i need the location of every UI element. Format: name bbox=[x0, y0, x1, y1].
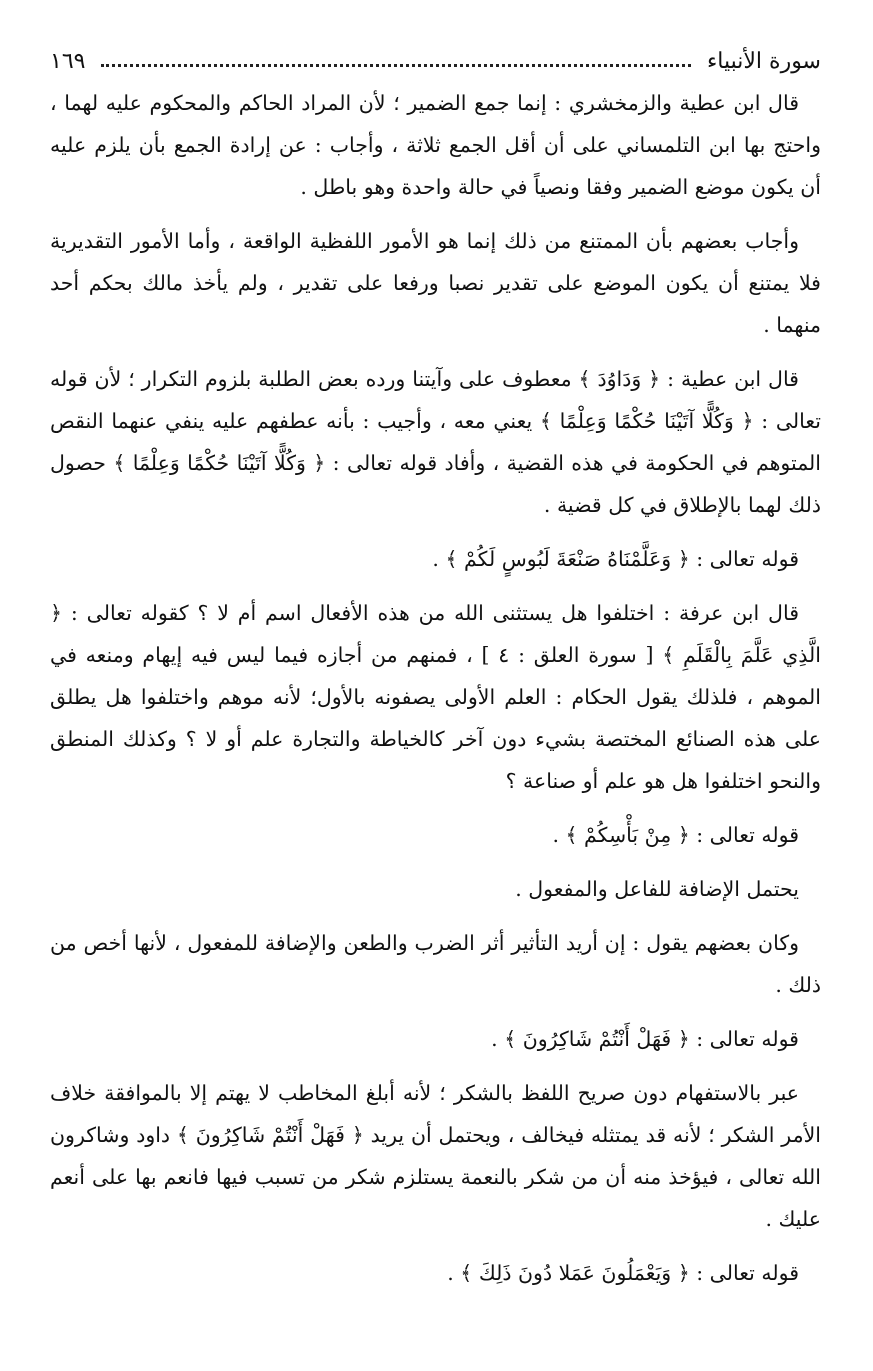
verse-heading: قوله تعالى : ﴿ وَعَلَّمْنَاهُ صَنْعَةَ لَبُوسٍ لَكُمْ ﴾ . bbox=[432, 547, 799, 571]
paragraph: عبر بالاستفهام دون صريح اللفظ بالشكر ؛ لأنه أبلغ المخاطب لا يهتم إلا بالموافقة خلاف الأمر الشكر ؛ لأنه قد يمتثله فيخالف ، ويحتمل أن يريد ﴿ فَهَلْ أَنْتُمْ شَاكِرُونَ ﴾ داود وشاكرون الله تعالى ، فيؤخذ منه أن من شكر بالنعمة يستلزم شكر من تسبب فيها فانعم بها على أنعم عليك . bbox=[50, 1081, 821, 1231]
verse-heading: قوله تعالى : ﴿ مِنْ بَأْسِكُمْ ﴾ . bbox=[552, 823, 799, 847]
paragraph: وأجاب بعضهم بأن الممتنع من ذلك إنما هو الأمور اللفظية الواقعة ، وأما الأمور التقديرية فلا يمتنع أن يكون الموضع على تقدير نصبا ورفعا على تقدير ، ولم يأخذ مالك بحكم أحد منهما . bbox=[50, 229, 821, 337]
verse-heading: قوله تعالى : ﴿ فَهَلْ أَنْتُمْ شَاكِرُونَ ﴾ . bbox=[491, 1027, 799, 1051]
surah-title: سورة الأنبياء bbox=[706, 48, 821, 74]
page-header bbox=[50, 44, 821, 78]
paragraph: قال ابن عطية والزمخشري : إنما جمع الضمير ؛ لأن المراد الحاكم والمحكوم عليه لهما ، واحتج بها ابن التلمساني على أن أقل الجمع ثلاثة ، وأجاب : عن إرادة الجمع بأن يلزم عليه أن يكون موضع الضمير وفقا ونصياً في حالة واحدة وهو باطل . bbox=[50, 91, 821, 199]
paragraph: قال ابن عرفة : اختلفوا هل يستثنى الله من هذه الأفعال اسم أم لا ؟ كقوله تعالى : ﴿ الَّذِي عَلَّمَ بِالْقَلَمِ ﴾ [ سورة العلق : ٤ ] ، فمنهم من أجازه فيما ليس فيه إيهام ومنعه في الموهم ، فلذلك يقول الحكام : العلم الأولى يصفونه بالأول؛ لأنه موهم واختلفوا هل يطلق على هذه الصنائع المختصة بشيء دون آخر كالخياطة والتجارة علم أو لا ؟ وكذلك المنطق والنحو اختلفوا هل هو علم أو صناعة ؟ bbox=[50, 601, 821, 793]
page-number: ١٦٩ bbox=[50, 48, 86, 74]
verse-heading: قوله تعالى : ﴿ وَيَعْمَلُونَ عَمَلا دُونَ ذَلِكَ ﴾ . bbox=[447, 1261, 799, 1285]
paragraph: قال ابن عطية : ﴿ وَدَاوُدَ ﴾ معطوف على وآيتنا ورده بعض الطلبة بلزوم التكرار ؛ لأن قوله تعالى : ﴿ وَكُلًّا آتَيْنَا حُكْمًا وَعِلْمًا ﴾ يعني معه ، وأجيب : بأنه عطفهم عليه ينفي عنهما النقص المتوهم في الحكومة في هذه القضية ، وأفاد قوله تعالى : ﴿ وَكُلًّا آتَيْنَا حُكْمًا وَعِلْمًا ﴾ حصول ذلك لهما بالإطلاق في كل قضية . bbox=[50, 367, 821, 517]
page-body bbox=[50, 82, 821, 1294]
paragraph: وكان بعضهم يقول : إن أريد التأثير أثر الضرب والطعن والإضافة للمفعول ، لأنها أخص من ذلك . bbox=[50, 931, 821, 997]
dotted-leader bbox=[101, 64, 690, 67]
paragraph: يحتمل الإضافة للفاعل والمفعول . bbox=[515, 877, 799, 901]
